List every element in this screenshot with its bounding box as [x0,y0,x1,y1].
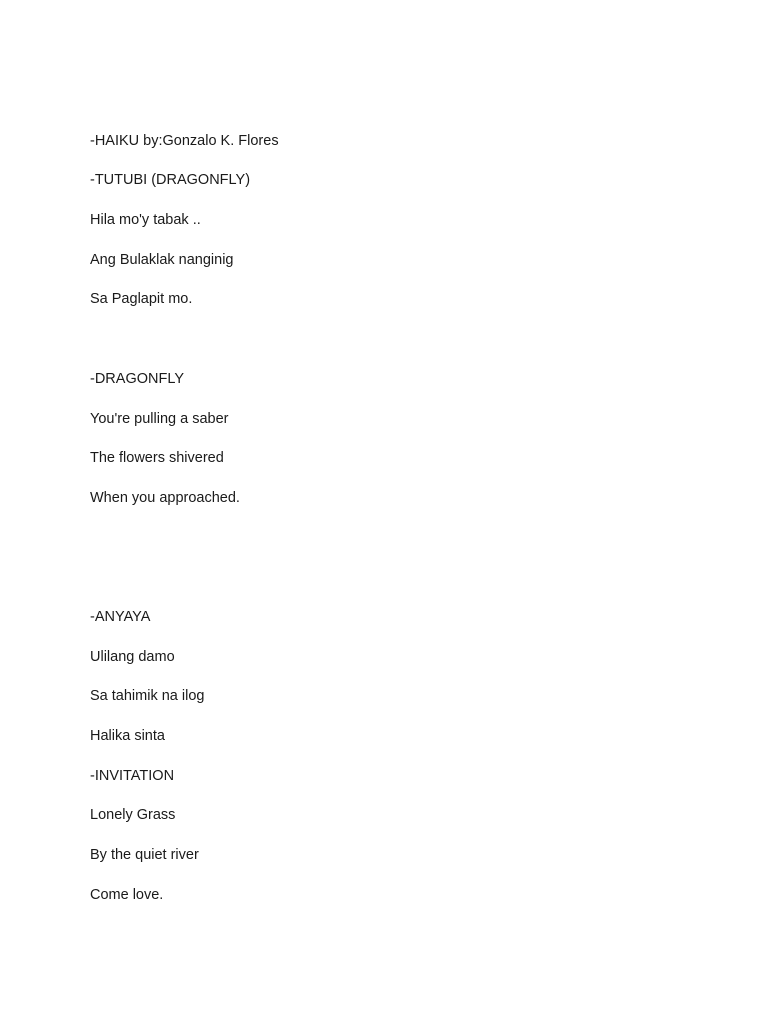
poem-line: The flowers shivered [90,450,224,466]
poem-line: Ulilang damo [90,649,175,665]
poem-line: Lonely Grass [90,807,176,823]
poem-line: Come love. [90,887,164,903]
poem-line: Hila mo'y tabak .. [90,212,201,228]
poem-heading-dragonfly: -DRAGONFLY [90,371,184,387]
poem-heading-invitation: -INVITATION [90,768,175,784]
poem-line: Sa Paglapit mo. [90,291,193,307]
poem-line: Sa tahimik na ilog [90,688,205,704]
poem-heading-anyaya: -ANYAYA [90,609,151,625]
poem-heading-tutubi: -TUTUBI (DRAGONFLY) [90,172,251,188]
poem-line: When you approached. [90,490,240,506]
poem-line: Ang Bulaklak nanginig [90,252,234,268]
poem-line: You're pulling a saber [90,411,229,427]
poem-line: By the quiet river [90,847,199,863]
document-title: -HAIKU by:Gonzalo K. Flores [90,133,279,149]
poem-line: Halika sinta [90,728,165,744]
